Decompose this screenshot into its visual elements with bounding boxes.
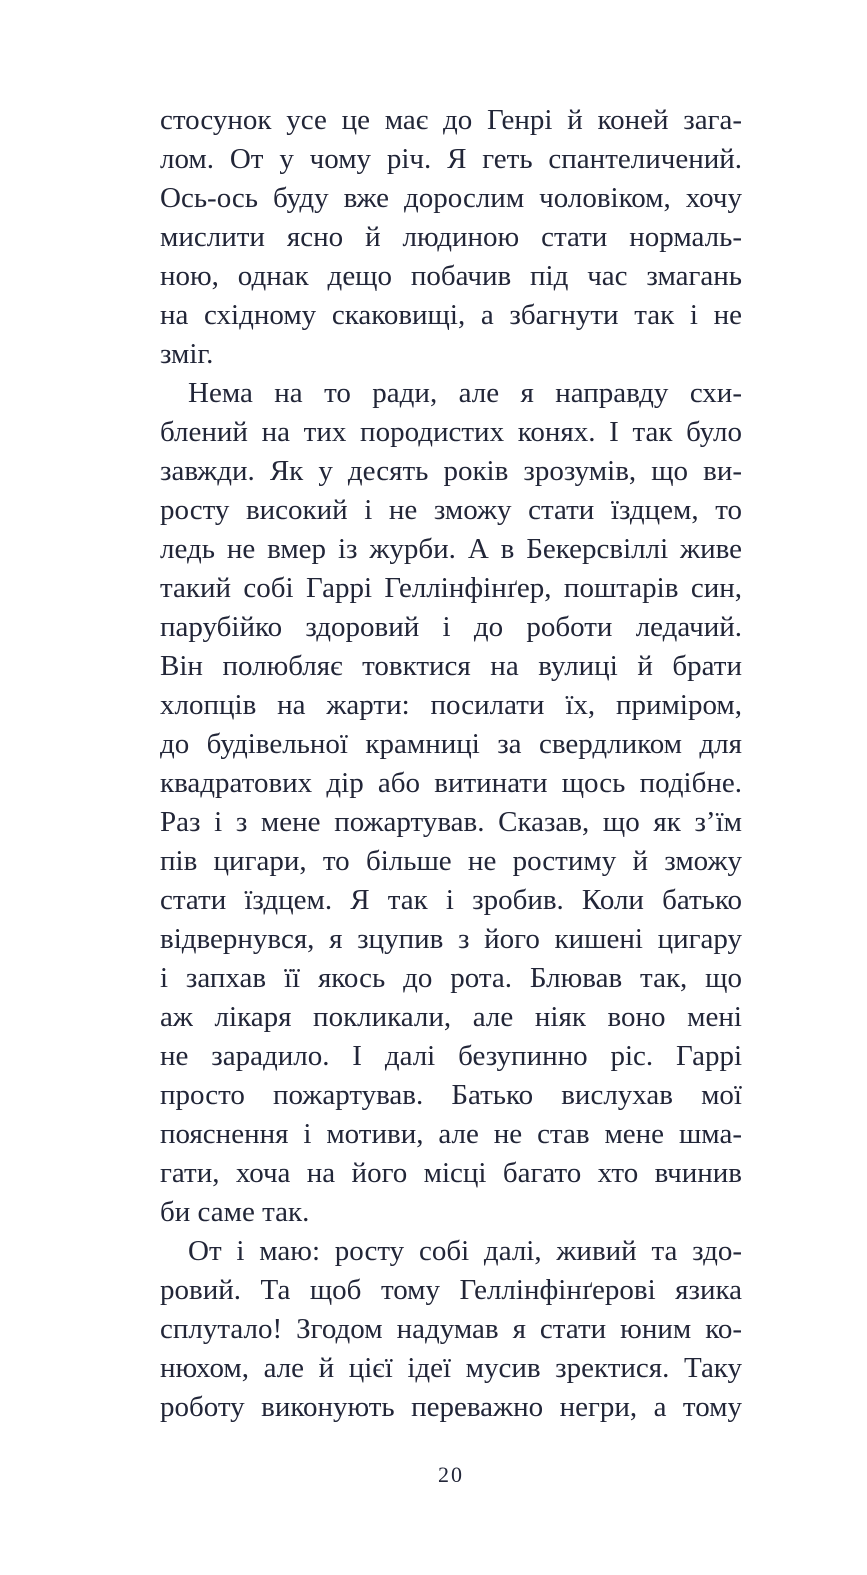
text-line: зміг.	[160, 338, 214, 370]
text-line: росту високий і не зможу стати їздцем, то	[160, 494, 742, 526]
text-line: От і маю: росту собі далі, живий та здо-	[188, 1235, 742, 1267]
text-line: стосунок усе це має до Генрі й коней зага-	[160, 104, 742, 136]
text-line: пояснення і мотиви, але не став мене шма-	[160, 1118, 742, 1150]
text-line: до будівельної крамниці за свердликом для	[160, 728, 742, 760]
text-line: ледь не вмер із журби. А в Бекерсвіллі живе	[160, 533, 742, 565]
text-line: не зарадило. І далі безупинно ріс. Гаррі	[160, 1040, 742, 1072]
paragraph	[160, 101, 742, 374]
text-line: і запхав її якось до рота. Блював так, що	[160, 962, 742, 994]
text-line: квадратових дір або витинати щось подібне.	[160, 767, 742, 799]
text-line: гати, хоча на його місці багато хто вчинив	[160, 1157, 742, 1189]
text-line: аж лікаря покликали, але ніяк воно мені	[160, 1001, 742, 1033]
body-text	[160, 101, 742, 1427]
text-line: стати їздцем. Я так і зробив. Коли батько	[160, 884, 742, 916]
text-line: сплутало! Згодом надумав я стати юним ко-	[160, 1313, 742, 1345]
text-line: мислити ясно й людиною стати нормаль-	[160, 221, 742, 253]
text-line: би саме так.	[160, 1196, 310, 1228]
text-line: на східному скаковищі, а збагнути так і не	[160, 299, 742, 331]
text-line: нюхом, але й цієї ідеї мусив зректися. Таку	[160, 1352, 742, 1384]
text-line: ровий. Та щоб тому Геллінфінґерові язика	[160, 1274, 742, 1306]
text-line: ною, однак дещо побачив під час змагань	[160, 260, 742, 292]
text-line: просто пожартував. Батько вислухав мої	[160, 1079, 742, 1111]
text-line: відвернувся, я зцупив з його кишені цигару	[160, 923, 742, 955]
text-line: Раз і з мене пожартував. Сказав, що як з’їм	[160, 806, 742, 838]
text-line: такий собі Гаррі Геллінфінґер, поштарів син,	[160, 572, 742, 604]
text-line: завжди. Як у десять років зрозумів, що ви-	[160, 455, 742, 487]
text-line: блений на тих породистих конях. І так було	[160, 416, 742, 448]
text-line: хлопців на жарти: посилати їх, приміром,	[160, 689, 742, 721]
text-line: пів цигари, то більше не ростиму й зможу	[160, 845, 742, 877]
paragraph	[160, 374, 742, 1232]
text-line: Нема на то ради, але я направду схи-	[188, 377, 742, 409]
text-line: парубійко здоровий і до роботи ледачий.	[160, 611, 742, 643]
text-line: роботу виконують переважно негри, а тому	[160, 1391, 742, 1423]
paragraph	[160, 1232, 742, 1427]
text-line: лом. От у чому річ. Я геть спантеличений.	[160, 143, 742, 175]
page-number: 20	[438, 1462, 464, 1487]
text-line: Він полюбляє товктися на вулиці й брати	[160, 650, 742, 682]
text-line: Ось-ось буду вже дорослим чоловіком, хочу	[160, 182, 742, 214]
